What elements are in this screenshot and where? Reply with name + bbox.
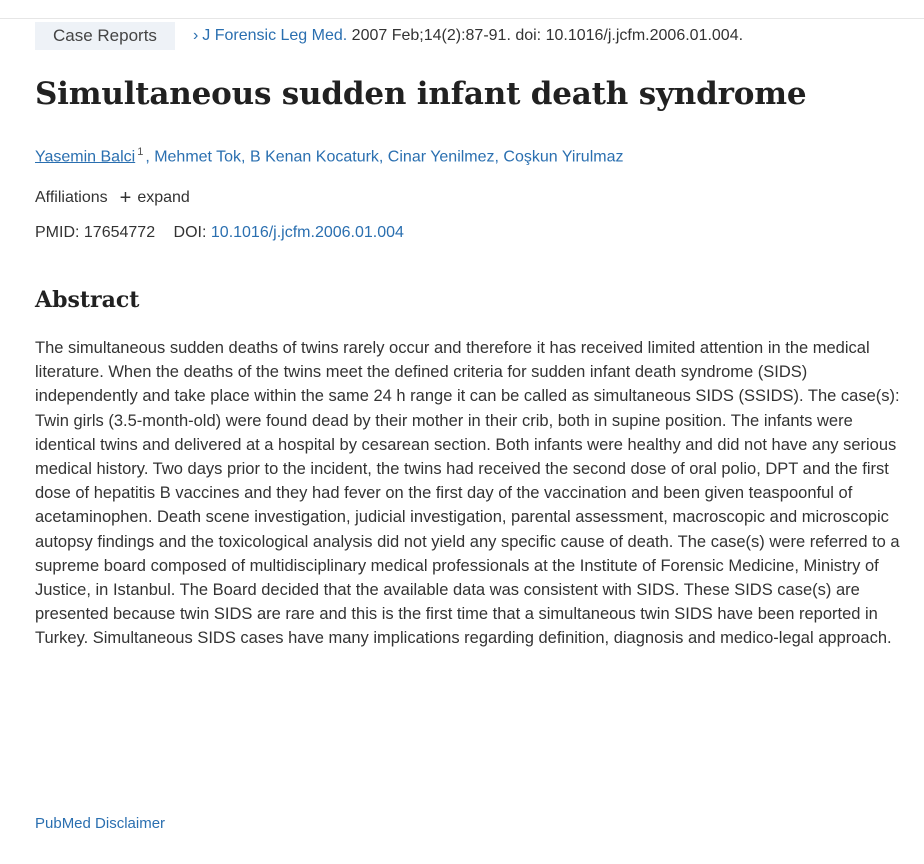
citation-header — [35, 22, 743, 50]
pmid-value: 17654772 — [83, 224, 156, 241]
doi-label: DOI: — [173, 224, 207, 241]
doi-link[interactable]: 10.1016/j.jcfm.2006.01.004 — [210, 224, 404, 241]
plus-icon[interactable]: + — [119, 187, 132, 209]
journal-link[interactable]: J Forensic Leg Med. — [202, 27, 348, 44]
expand-affiliations-button[interactable]: expand — [137, 189, 190, 206]
pubmed-disclaimer-link[interactable]: PubMed Disclaimer — [35, 815, 166, 832]
author-links-rest[interactable]: , Mehmet Tok, B Kenan Kocaturk, Cinar Yenilmez, Coşkun Yirulmaz — [145, 148, 624, 166]
pmid-label: PMID: — [35, 224, 80, 241]
abstract-text: The simultaneous sudden deaths of twins rarely occur and therefore it has received limited attention in the medical literature. When the deaths of the twins meet the defined criteria for sudden infant death syndrome (SIDS) independently and take place within the same 24 h range it can be called as simultaneous SIDS (SSIDS). The case(s): Twin girls (3.5-month-old) were found dead by their mother in their crib, both in supine position. The infants were identical twins and delivered at a hospital by cesarean section. Both infants were healthy and did not have any serious medical history. Two days prior to the incident, the twins had received the second dose of oral polio, DPT and the first dose of hepatitis B vaccines and they had fever on the first day of the vaccination and been given teaspoonful of acetaminophen. Death scene investigation, judicial investigation, parental assessment, macroscopic and microscopic autopsy findings and the toxicological analysis did not yield any specific cause of death. The case(s) were referred to a supreme board composed of multidisciplinary medical professionals at the Institute of Forensic Medicine, Ministry of Justice, in Istanbul. The Board decided that the available data was consistent with SIDS. These SIDS case(s) are presented because twin SIDS are rare and this is the first time that a simultaneous twin SIDS have been reported in Turkey. Simultaneous SIDS cases have many implications regarding definition, diagnosis and medico-legal approach. — [35, 339, 900, 648]
chevron-right-icon: › — [192, 27, 199, 44]
affiliations-label: Affiliations — [35, 189, 108, 206]
abstract-heading: Abstract — [35, 287, 140, 313]
affiliations-row — [35, 189, 190, 207]
author-link-first[interactable]: Yasemin Balci — [35, 148, 136, 166]
identifiers-row — [35, 224, 404, 242]
affiliation-marker[interactable]: 1 — [137, 146, 144, 158]
journal-citation — [193, 22, 743, 50]
article-title: Simultaneous sudden infant death syndrome — [35, 76, 807, 112]
citation-details: 2007 Feb;14(2):87-91. doi: 10.1016/j.jcfm.2006.01.004. — [347, 27, 744, 44]
top-divider — [0, 18, 924, 19]
author-list — [35, 146, 623, 166]
publication-type-badge: Case Reports — [35, 22, 175, 50]
